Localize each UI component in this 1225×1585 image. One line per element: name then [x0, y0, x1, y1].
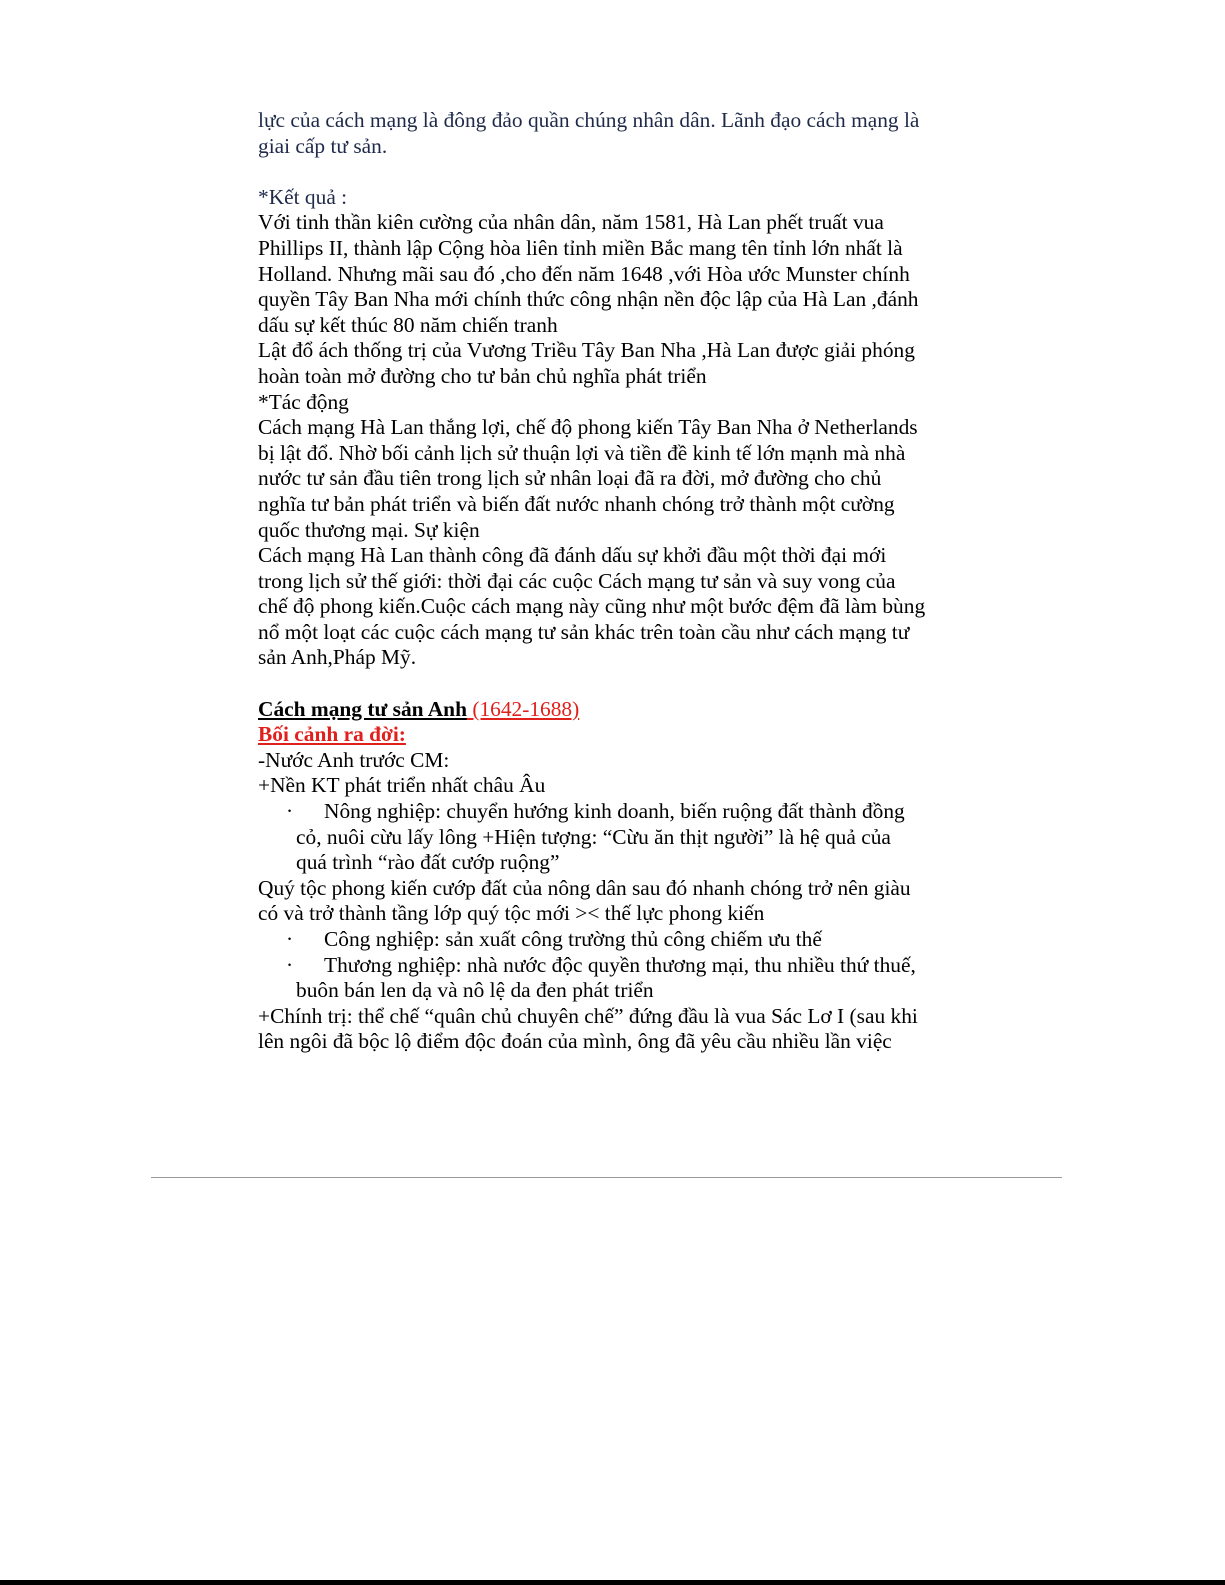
bullet-icon: ·	[286, 927, 294, 951]
bullet-line: cỏ, nuôi cừu lấy lông +Hiện tượng: “Cừu ăn thịt người” là hệ quả của	[296, 824, 891, 849]
ket-qua-line-6: Lật đổ ách thống trị của Vương Triều Tây Ban Nha ,Hà Lan được giải phóng	[258, 338, 915, 363]
tac-dong-line-10: sản Anh,Pháp Mỹ.	[258, 645, 417, 670]
bullet-line: Nông nghiệp: chuyển hướng kinh doanh, biến ruộng đất thành đồng	[324, 799, 905, 824]
bullet-line: Công nghiệp: sản xuất công trường thủ công chiếm ưu thế	[324, 927, 822, 951]
economy-line: +Nền KT phát triển nhất châu Âu	[258, 773, 546, 798]
bullet-text	[296, 799, 963, 876]
section-heading	[258, 697, 963, 723]
list-item-trade	[258, 953, 963, 1004]
context-heading-line	[258, 722, 963, 748]
bullet-icon: ·	[286, 799, 294, 824]
tac-dong-line-6: Cách mạng Hà Lan thành công đã đánh dấu sự khởi đầu một thời đại mới	[258, 543, 887, 568]
politics-line-2: lên ngôi đã bộc lộ điểm độc đoán của mình, ông đã yêu cầu nhiều lần việc	[258, 1029, 892, 1054]
bullet-line: Thương nghiệp: nhà nước độc quyền thương mại, thu nhiều thứ thuế,	[324, 952, 916, 977]
page-content	[258, 108, 963, 1055]
tac-dong-line-7: trong lịch sử thế giới: thời đại các cuộc Cách mạng tư sản và suy vong của	[258, 568, 896, 593]
bullet-line: buôn bán len dạ và nô lệ da đen phát triển	[296, 978, 654, 1003]
context-heading: Bối cảnh ra đời:	[258, 722, 406, 747]
intro-line-1: lực của cách mạng là đông đảo quần chúng nhân dân. Lãnh đạo cách mạng là	[258, 108, 920, 132]
ket-qua-line-3: Holland. Nhưng mãi sau đó ,cho đến năm 1648 ,với Hòa ước Munster chính	[258, 261, 910, 286]
politics-line-1: +Chính trị: thể chế “quân chủ chuyên chế” đứng đầu là vua Sác Lơ I (sau khi	[258, 1003, 918, 1028]
tac-dong-line-1: Cách mạng Hà Lan thắng lợi, chế độ phong kiến Tây Ban Nha ở Netherlands	[258, 415, 918, 440]
list-item-industry	[258, 927, 963, 953]
tac-dong-line-8: chế độ phong kiến.Cuộc cách mạng này cũng như một bước đệm đã làm bùng	[258, 594, 926, 619]
list-item-agriculture	[258, 799, 963, 876]
tac-dong-line-4: nghĩa tư bản phát triển và biến đất nước nhanh chóng trở thành một cường	[258, 491, 895, 516]
bullet-text	[310, 927, 963, 953]
intro-line-2: giai cấp tư sản.	[258, 133, 388, 158]
bullet-line: quá trình “rào đất cướp ruộng”	[296, 850, 560, 875]
ket-qua-line-1: Với tinh thần kiên cường của nhân dân, năm 1581, Hà Lan phết truất vua	[258, 210, 884, 235]
ket-qua-heading: *Kết quả :	[258, 184, 348, 209]
bullet-text	[296, 952, 963, 1004]
tac-dong-line-9: nổ một loạt các cuộc cách mạng tư sản khác trên toàn cầu như cách mạng tư	[258, 619, 910, 644]
section-years: (1642-1688)	[466, 696, 580, 721]
spacer	[258, 671, 963, 697]
context-intro: -Nước Anh trước CM:	[258, 747, 450, 772]
ket-qua-line-2: Phillips II, thành lập Cộng hòa liên tỉnh miền Bắc mang tên tỉnh lớn nhất là	[258, 235, 903, 260]
ket-qua-line-7: hoàn toàn mở đường cho tư bản chủ nghĩa phát triển	[258, 363, 707, 388]
tac-dong-line-2: bị lật đổ. Nhờ bối cảnh lịch sử thuận lợi và tiền đề kinh tế lớn mạnh mà nhà	[258, 440, 906, 465]
tac-dong-heading: *Tác động	[258, 389, 349, 414]
nobility-line-1: Quý tộc phong kiến cướp đất của nông dân sau đó nhanh chóng trở nên giàu	[258, 875, 911, 900]
ket-qua-line-5: dấu sự kết thúc 80 năm chiến tranh	[258, 312, 558, 337]
ket-qua-line-4: quyền Tây Ban Nha mới chính thức công nhận nền độc lập của Hà Lan ,đánh	[258, 287, 919, 312]
bullet-icon: ·	[286, 952, 294, 977]
tac-dong-line-3: nước tư sản đầu tiên trong lịch sử nhân loại đã ra đời, mở đường cho chủ	[258, 466, 882, 491]
section-title: Cách mạng tư sản Anh	[258, 696, 467, 721]
page-divider	[151, 1177, 1062, 1178]
bottom-border	[0, 1580, 1225, 1585]
spacer	[258, 159, 963, 185]
nobility-line-2: có và trở thành tầng lớp quý tộc mới >< thế lực phong kiến	[258, 901, 765, 926]
tac-dong-line-5: quốc thương mại. Sự kiện	[258, 517, 480, 542]
